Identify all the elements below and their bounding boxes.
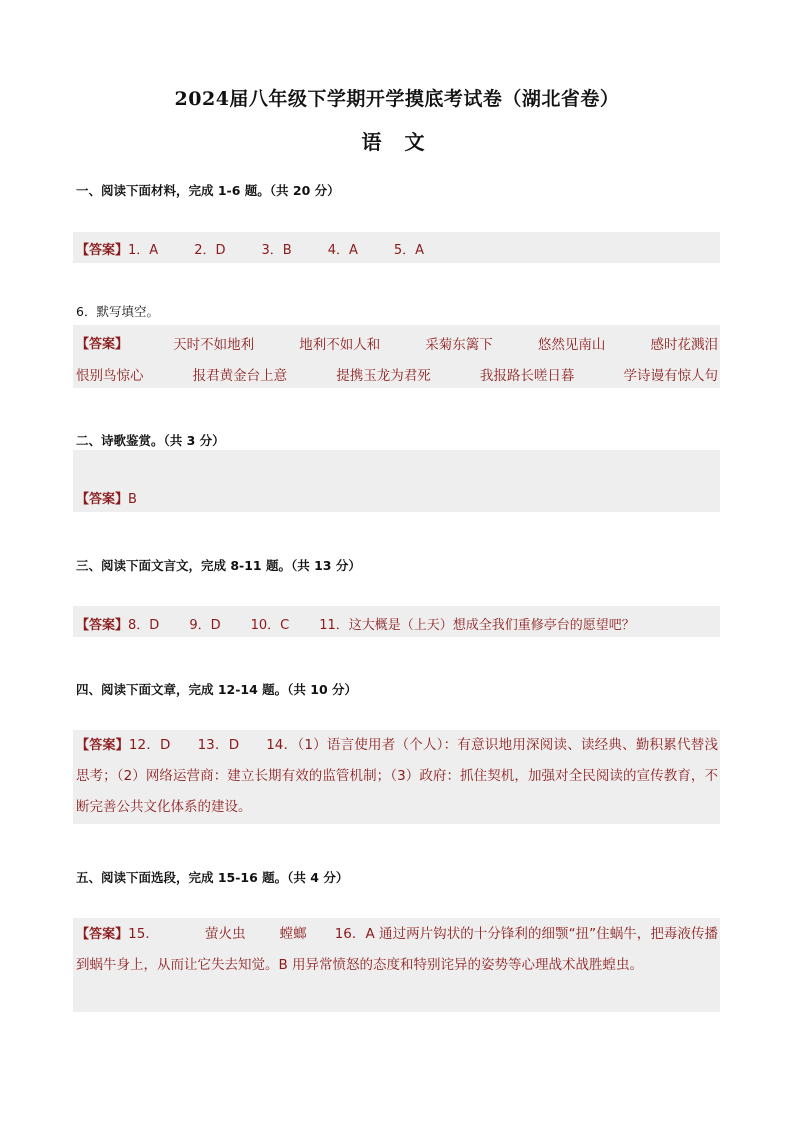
answer-line-7 (76, 488, 137, 507)
blanks-row-1 (76, 333, 718, 353)
blank-7: 报君黄金台上意 (192, 368, 288, 384)
blank-10: 学诗谩有惊人句 (623, 368, 718, 384)
answer-line-8-11 (76, 614, 635, 633)
blank-8: 提携玉龙为君死 (336, 368, 431, 384)
blank-9: 我报路长嗟日暮 (479, 368, 575, 384)
subject-title: 语 文 (361, 130, 433, 154)
answer-paragraph-15-16 (76, 919, 718, 981)
answer-line-1 (76, 239, 424, 258)
answer-tag: 【答案】 (76, 618, 129, 633)
answer-15-label: 15． (128, 926, 159, 942)
answer-15-a: 萤火虫 (204, 926, 246, 942)
section-1-heading: 一、阅读下面材料，完成 1-6 题。（共 20 分） (76, 183, 340, 198)
blank-5: 感时花溅泪 (650, 337, 718, 353)
blanks-row-2 (76, 364, 718, 384)
answer-11: 11．这大概是（上天）想成全我们重修亭台的愿望吧？ (319, 618, 635, 633)
answer-2: 2．D (194, 243, 226, 258)
question-6-heading: 6．默写填空。 (76, 304, 159, 319)
answer-3: 3．B (261, 243, 292, 258)
answer-9: 9．D (189, 618, 221, 633)
answer-tag: 【答案】 (76, 738, 129, 753)
answer-8: 8．D (128, 618, 160, 633)
answer-paragraph-12-14 (76, 730, 718, 823)
blank-4: 悠然见南山 (537, 337, 606, 353)
answer-tag: 【答案】 (76, 337, 129, 352)
blank-3: 采菊东篱下 (425, 337, 493, 353)
section-2-heading: 二、诗歌鉴赏。（共 3 分） (76, 433, 225, 448)
exam-title: 2024届八年级下学期开学摸底考试卷（湖北省卷） (174, 88, 620, 110)
section-3-heading: 三、阅读下面文言文，完成 8-11 题。（共 13 分） (76, 558, 361, 573)
answer-10: 10．C (250, 618, 290, 633)
answer-tag: 【答案】 (76, 927, 129, 942)
answer-tag: 【答案】 (76, 243, 129, 258)
blank-2: 地利不如人和 (299, 337, 381, 353)
section-4-heading: 四、阅读下面文章，完成 12-14 题。（共 10 分） (76, 682, 358, 697)
answer-1: 1．A (128, 243, 159, 258)
answer-14-text: （1）语言使用者（个人）：有意识地用深阅读、读经典、勤积累代替浅思考；（2）网络运营商：建立长期有效的监管机制；（3）政府：抓住契机，加强对全民阅读的宣传教育，不断完善公共文化体系的建设。 (76, 737, 718, 815)
answer-5: 5．A (393, 243, 425, 258)
answer-box-7 (73, 450, 720, 512)
answer-16-text: 16．A 通过两片钩状的十分锋利的细颚“扭”住蜗牛，把毒液传播到蜗牛身上，从而让它失去知觉。B 用异常愤怒的态度和特别诧异的姿势等心理战术战胜蝗虫。 (76, 926, 718, 973)
answer-12-13-lead: 12．D 13．D 14． (128, 737, 298, 753)
blank-6: 恨别鸟惊心 (76, 368, 144, 384)
blank-1: 天时不如地利 (173, 337, 255, 353)
answer-7: B (128, 492, 137, 507)
answer-tag: 【答案】 (76, 492, 129, 507)
answer-4: 4．A (327, 243, 358, 258)
section-5-heading: 五、阅读下面选段，完成 15-16 题。（共 4 分） (76, 870, 349, 885)
answer-15-b: 螳螂 (279, 926, 307, 942)
